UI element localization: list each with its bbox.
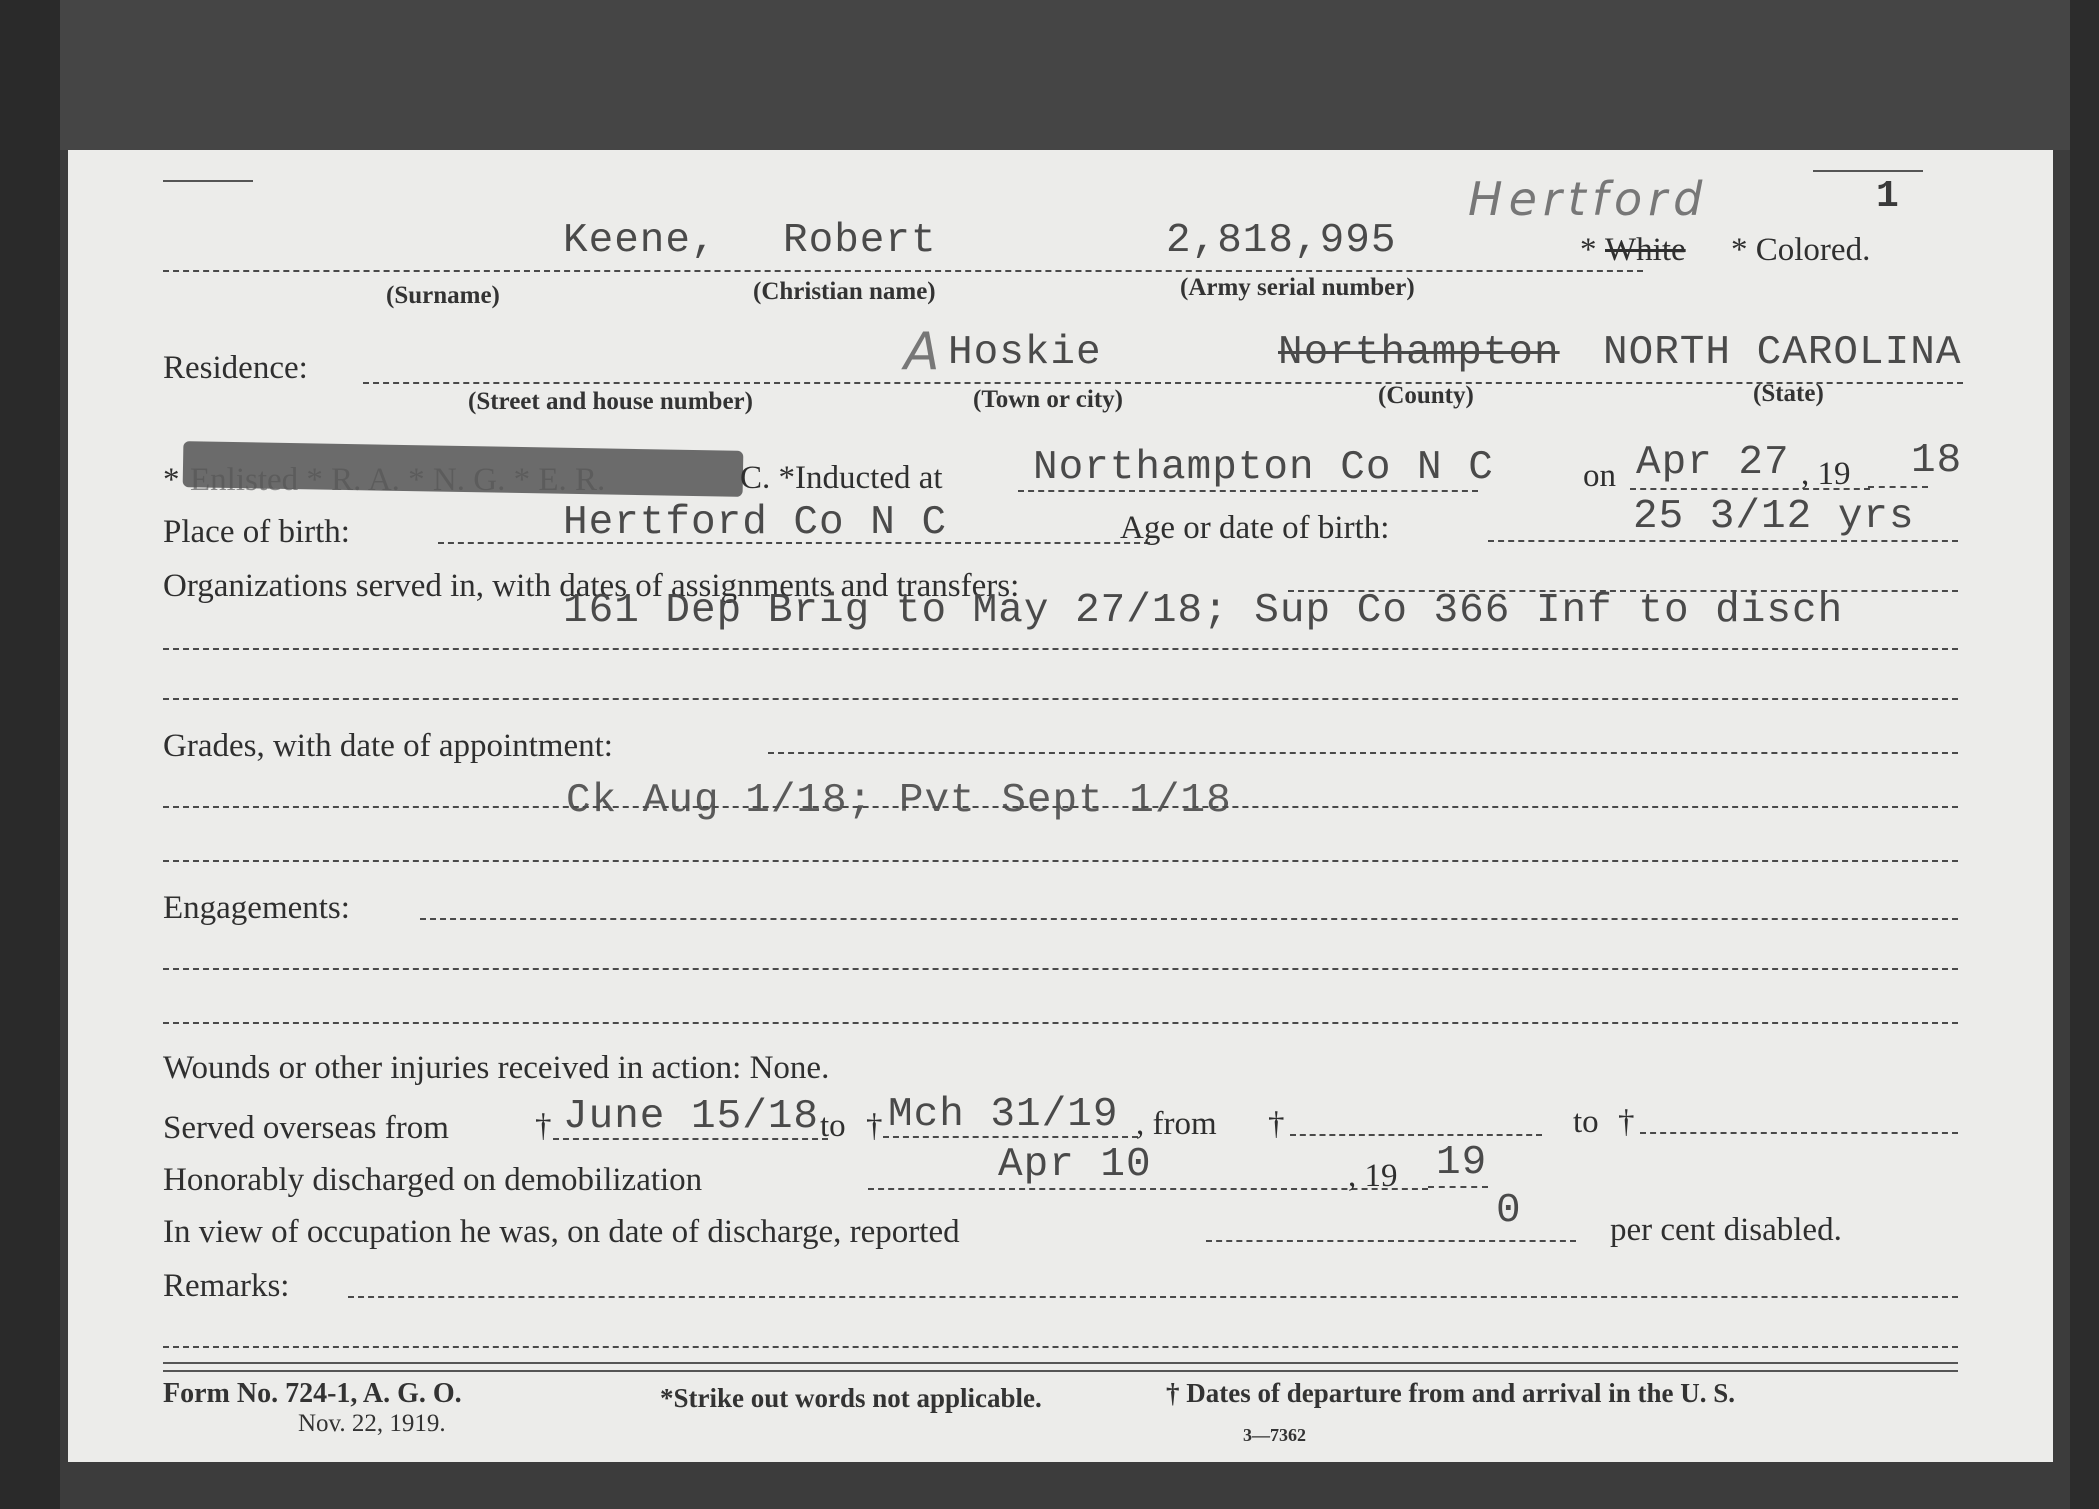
overseas-from2-line — [1290, 1134, 1542, 1136]
overseas-dagger-4: † — [1618, 1104, 1635, 1140]
town-mark: A — [904, 322, 940, 382]
discharge-year-line — [1428, 1186, 1488, 1188]
redaction-smear — [183, 441, 744, 497]
card-number: 1 — [1876, 175, 1899, 218]
state-value: NORTH CAROLINA — [1603, 330, 1962, 376]
engagements-line-1 — [420, 918, 1958, 920]
disabled-label: In view of occupation he was, on date of discharge, reported — [163, 1214, 960, 1250]
footer-rule-2 — [163, 1370, 1958, 1372]
overseas-to-value: Mch 31/19 — [888, 1092, 1119, 1138]
disabled-line — [1206, 1240, 1576, 1242]
surname-caption: (Surname) — [386, 282, 500, 309]
birth-place-value: Hertford Co N C — [563, 500, 948, 546]
town-value: Hoskie — [948, 330, 1102, 376]
christian-name-value: Robert — [783, 218, 937, 264]
service-record-card — [68, 150, 2053, 1462]
print-code: 3—7362 — [1243, 1425, 1306, 1445]
overseas-to-label: to — [820, 1108, 846, 1144]
inducted-date-value: Apr 27 — [1636, 440, 1790, 486]
colored-label: * Colored. — [1731, 232, 1871, 268]
residence-label: Residence: — [163, 350, 308, 386]
grades-line-1 — [768, 752, 1958, 754]
overseas-to2-line — [1640, 1132, 1958, 1134]
street-caption: (Street and house number) — [468, 388, 753, 415]
grades-line-2 — [163, 806, 1958, 808]
dates-note: † Dates of departure from and arrival in the U. S. — [1166, 1378, 1735, 1408]
form-date: Nov. 22, 1919. — [298, 1410, 446, 1437]
discharge-date-value: Apr 10 — [998, 1142, 1152, 1188]
name-line — [163, 270, 1643, 272]
inducted-year-line — [1868, 486, 1928, 488]
inducted-label: C. *Inducted at — [740, 460, 943, 496]
grades-line-3 — [163, 860, 1958, 862]
enlisted-prefix: * — [163, 462, 180, 498]
scan-background-top — [0, 0, 2099, 150]
birth-place-label: Place of birth: — [163, 514, 350, 550]
overseas-from-value: June 15/18 — [563, 1094, 820, 1140]
inducted-year-prefix: , 19 — [1801, 456, 1851, 492]
overseas-label: Served overseas from — [163, 1110, 449, 1146]
birth-place-line — [438, 542, 1150, 544]
serial-number-value: 2,818,995 — [1166, 218, 1397, 264]
disabled-suffix: per cent disabled. — [1610, 1212, 1842, 1248]
overseas-dagger-3: † — [1268, 1106, 1285, 1142]
wounds-label: Wounds or other injuries received in action: None. — [163, 1050, 830, 1086]
disabled-value: 0 — [1496, 1188, 1522, 1234]
christian-name-caption: (Christian name) — [753, 278, 936, 305]
white-star: * — [1580, 232, 1597, 268]
on-label: on — [1583, 458, 1616, 494]
grades-value: Ck Aug 1/18; Pvt Sept 1/18 — [566, 778, 1232, 824]
remarks-label: Remarks: — [163, 1268, 290, 1304]
organizations-line-3 — [163, 698, 1958, 700]
organizations-value: 161 Dep Brig to May 27/18; Sup Co 366 Inf to disch — [563, 588, 1844, 634]
handwritten-annotation: Hertford — [1468, 172, 1709, 226]
surname-value: Keene, — [563, 218, 717, 264]
top-right-rule — [1813, 170, 1923, 172]
overseas-to-line — [883, 1136, 1138, 1138]
inducted-place-line — [1018, 490, 1478, 492]
footer-rule-1 — [163, 1362, 1958, 1364]
age-value: 25 3/12 yrs — [1633, 494, 1915, 540]
discharge-date-line — [868, 1188, 1428, 1190]
age-label: Age or date of birth: — [1120, 510, 1390, 546]
county-value: Northampton — [1278, 330, 1560, 376]
strike-out-note: *Strike out words not applicable. — [660, 1383, 1042, 1413]
town-caption: (Town or city) — [973, 386, 1123, 413]
discharge-year-prefix: , 19 — [1348, 1158, 1398, 1194]
county-caption: (County) — [1378, 382, 1474, 409]
overseas-dagger-1: † — [535, 1108, 552, 1144]
scan-background-left — [0, 0, 60, 1509]
grades-label: Grades, with date of appointment: — [163, 728, 613, 764]
engagements-label: Engagements: — [163, 890, 350, 926]
organizations-line-2 — [163, 648, 1958, 650]
remarks-line-2 — [163, 1346, 1958, 1348]
remarks-line-1 — [348, 1296, 1958, 1298]
residence-line — [363, 382, 1963, 384]
organizations-label: Organizations served in, with dates of assignments and transfers: — [163, 568, 1020, 604]
serial-caption: (Army serial number) — [1180, 274, 1415, 301]
engagements-line-3 — [163, 1022, 1958, 1024]
inducted-place-value: Northampton Co N C — [1033, 445, 1494, 491]
age-line — [1488, 540, 1958, 542]
discharge-year-value: 19 — [1436, 1140, 1488, 1186]
engagements-line-2 — [163, 968, 1958, 970]
discharge-label: Honorably discharged on demobilization — [163, 1162, 703, 1198]
overseas-to2-label: to — [1573, 1104, 1599, 1140]
scan-background-right — [2070, 0, 2099, 1509]
state-caption: (State) — [1753, 380, 1824, 407]
overseas-from2-label: , from — [1136, 1106, 1217, 1142]
overseas-from-line — [553, 1138, 828, 1140]
white-label: White — [1605, 232, 1686, 268]
overseas-dagger-2: † — [866, 1108, 883, 1144]
inducted-year-value: 18 — [1911, 438, 1963, 484]
form-number: Form No. 724-1, A. G. O. — [163, 1378, 462, 1409]
top-left-rule — [163, 180, 253, 182]
